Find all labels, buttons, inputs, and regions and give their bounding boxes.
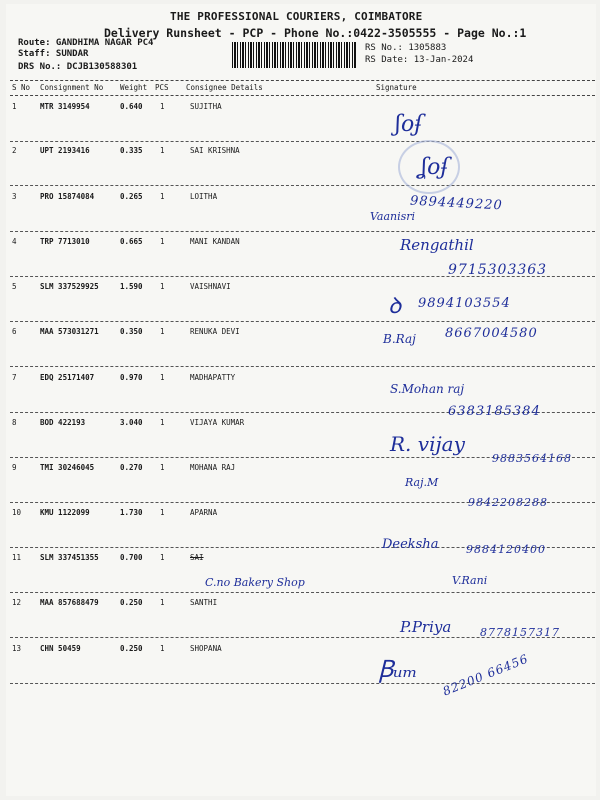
row-consignee: SAI <box>190 553 204 562</box>
row-pcs: 1 <box>160 192 165 201</box>
row-weight: 0.270 <box>120 463 143 472</box>
row-weight: 0.250 <box>120 598 143 607</box>
table-row <box>10 186 595 232</box>
row-sno: 2 <box>12 146 17 155</box>
drs-label: DRS No.: DCJB130588301 <box>18 62 138 72</box>
hw-r11-name: V.Rani <box>452 574 488 587</box>
row-pcs: 1 <box>160 508 165 517</box>
rs-date: RS Date: 13-Jan-2024 <box>365 55 474 65</box>
hw-r11-note: C.no Bakery Shop <box>205 576 305 589</box>
row-weight: 0.335 <box>120 146 143 155</box>
table-header <box>10 80 595 96</box>
hw-r9-phone: 9842208288 <box>468 496 548 509</box>
rs-no: RS No.: 1305883 <box>365 43 447 53</box>
row-consignment: MTR 3149954 <box>40 102 90 111</box>
row-sno: 1 <box>12 102 17 111</box>
row-pcs: 1 <box>160 327 165 336</box>
row-consignee: MANI KANDAN <box>190 237 240 246</box>
row-sno: 9 <box>12 463 17 472</box>
hw-r8-name: R. vijay <box>390 432 465 456</box>
row-weight: 0.970 <box>120 373 143 382</box>
col-weight: Weight <box>120 83 148 92</box>
table-row <box>10 140 595 186</box>
hw-r7-name: S.Mohan raj <box>390 382 465 396</box>
col-signature: Signature <box>376 83 417 92</box>
row-weight: 0.265 <box>120 192 143 201</box>
hw-r5-phone: 9894103554 <box>418 296 511 311</box>
row-sno: 13 <box>12 644 22 653</box>
row-consignment: KMU 1122099 <box>40 508 90 517</box>
row-consignment: BOD 422193 <box>40 418 86 427</box>
signature-scribble: ꝺ <box>388 294 402 319</box>
row-weight: 0.700 <box>120 553 143 562</box>
hw-r13-phone: 82200 66456 <box>440 651 531 699</box>
hw-r10-name: Deeksha <box>382 537 439 552</box>
signature-scribble: ʃoʄ <box>395 112 423 137</box>
hw-r10-phone: 9884120400 <box>466 543 546 556</box>
col-pcs: PCS <box>155 83 169 92</box>
row-pcs: 1 <box>160 237 165 246</box>
route-label: Route: GANDHIMA NAGAR PC4 <box>18 38 154 48</box>
company-title: THE PROFESSIONAL COURIERS, COIMBATORE <box>170 10 423 23</box>
row-consignment: PRO 15874084 <box>40 192 95 201</box>
row-consignee: SHOPANA <box>190 644 222 653</box>
hw-r4-name: Rengathil <box>400 236 474 254</box>
hw-r4-phone: 9715303363 <box>448 262 548 278</box>
row-weight: 0.640 <box>120 102 143 111</box>
row-pcs: 1 <box>160 463 165 472</box>
barcode <box>232 42 357 68</box>
row-consignment: MAA 573031271 <box>40 327 99 336</box>
signature-scribble: Ꞵᵤₘ <box>378 655 418 683</box>
row-consignee: VAISHNAVI <box>190 282 231 291</box>
row-consignment: SLM 337529925 <box>40 282 99 291</box>
row-consignment: TMI 30246045 <box>40 463 95 472</box>
row-consignment: SLM 337451355 <box>40 553 99 562</box>
hw-r6-name: B.Raj <box>383 332 416 346</box>
hw-r6-phone: 8667004580 <box>445 326 538 341</box>
row-sno: 3 <box>12 192 17 201</box>
hw-r8-phone: 9883564168 <box>492 452 572 465</box>
col-sno: S No <box>12 83 31 92</box>
row-sno: 10 <box>12 508 22 517</box>
row-weight: 1.730 <box>120 508 143 517</box>
row-sno: 7 <box>12 373 17 382</box>
row-pcs: 1 <box>160 373 165 382</box>
col-consignment: Consignment No <box>40 83 104 92</box>
row-pcs: 1 <box>160 598 165 607</box>
row-consignee: APARNA <box>190 508 218 517</box>
row-consignee: SAI KRISHNA <box>190 146 240 155</box>
row-consignment: UPT 2193416 <box>40 146 90 155</box>
col-consignee: Consignee Details <box>186 83 263 92</box>
row-consignee: SANTHI <box>190 598 218 607</box>
hw-r9-name: Raj.M <box>405 476 439 489</box>
row-consignee: VIJAYA KUMAR <box>190 418 245 427</box>
row-consignee: RENUKA DEVI <box>190 327 240 336</box>
row-sno: 4 <box>12 237 17 246</box>
row-weight: 1.590 <box>120 282 143 291</box>
hw-r7-phone: 6383185384 <box>448 404 541 419</box>
row-pcs: 1 <box>160 146 165 155</box>
row-consignment: TRP 7713010 <box>40 237 90 246</box>
row-sno: 8 <box>12 418 17 427</box>
row-pcs: 1 <box>160 102 165 111</box>
row-sno: 11 <box>12 553 22 562</box>
row-consignment: EDQ 25171407 <box>40 373 95 382</box>
staff-label: Staff: SUNDAR <box>18 49 89 59</box>
row-consignment: CHN 50459 <box>40 644 81 653</box>
row-weight: 0.350 <box>120 327 143 336</box>
row-consignee: LOITHA <box>190 192 218 201</box>
row-sno: 12 <box>12 598 22 607</box>
runsheet-subtitle: Delivery Runsheet - PCP - Phone No.:0422-3505555 - Page No.:1 <box>104 26 527 40</box>
row-pcs: 1 <box>160 644 165 653</box>
hw-r3-phone: 9894449220 <box>409 193 504 214</box>
row-sno: 6 <box>12 327 17 336</box>
row-weight: 0.665 <box>120 237 143 246</box>
signature-scribble: ʆoʄ <box>420 155 449 180</box>
row-pcs: 1 <box>160 282 165 291</box>
row-consignee: MOHANA RAJ <box>190 463 236 472</box>
row-pcs: 1 <box>160 418 165 427</box>
table-row <box>10 96 595 142</box>
row-consignment: MAA 857688479 <box>40 598 99 607</box>
row-consignee: MADHAPATTY <box>190 373 236 382</box>
hw-r12-name: P.Priya <box>400 618 452 636</box>
row-consignee: SUJITHA <box>190 102 222 111</box>
hw-r12-phone: 8778157317 <box>480 626 560 639</box>
row-sno: 5 <box>12 282 17 291</box>
hw-r3-name: Vaanisri <box>370 210 416 223</box>
row-weight: 0.250 <box>120 644 143 653</box>
row-weight: 3.040 <box>120 418 143 427</box>
row-pcs: 1 <box>160 553 165 562</box>
